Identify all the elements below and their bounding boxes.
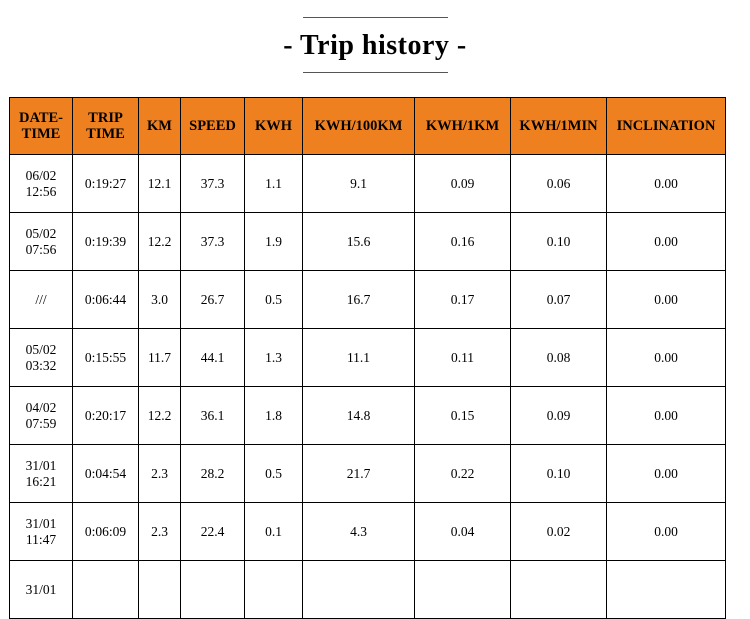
- cell-speed: 22.4: [181, 503, 245, 561]
- cell-speed: [181, 561, 245, 619]
- table-row: [10, 155, 726, 213]
- cell-date: 05/02: [25, 225, 57, 241]
- cell-inclination: 0.00: [607, 503, 726, 561]
- cell-inclination: 0.00: [607, 329, 726, 387]
- table-row: [10, 561, 726, 619]
- column-header-date-time-line2: TIME: [21, 126, 61, 143]
- cell-kwh: 0.5: [245, 271, 303, 329]
- cell-kwh-per-1min: 0.08: [511, 329, 607, 387]
- cell-inclination: 0.00: [607, 445, 726, 503]
- table-row: [10, 503, 726, 561]
- trip-history-table-wrapper: [0, 97, 750, 619]
- column-header-trip-time-line2: TIME: [86, 126, 125, 143]
- cell-speed: 37.3: [181, 213, 245, 271]
- cell-date-time: [10, 271, 73, 329]
- cell-km: 11.7: [139, 329, 181, 387]
- cell-km: 12.2: [139, 387, 181, 445]
- cell-inclination: 0.00: [607, 155, 726, 213]
- cell-date-time: [10, 445, 73, 503]
- cell-inclination: 0.00: [607, 387, 726, 445]
- cell-date: 05/02: [25, 341, 57, 357]
- cell-inclination: 0.00: [607, 271, 726, 329]
- table-row: [10, 271, 726, 329]
- cell-kwh-per-100km: [303, 561, 415, 619]
- cell-inclination: [607, 561, 726, 619]
- cell-date: ///: [35, 291, 47, 307]
- cell-kwh-per-100km: 16.7: [303, 271, 415, 329]
- cell-kwh: 0.1: [245, 503, 303, 561]
- cell-kwh: 0.5: [245, 445, 303, 503]
- column-header-kwh-per-1km: KWH/1KM: [415, 98, 511, 155]
- column-header-date-time: [10, 98, 73, 155]
- cell-kwh-per-1min: 0.09: [511, 387, 607, 445]
- column-header-kwh: KWH: [245, 98, 303, 155]
- cell-time: 07:56: [25, 241, 57, 257]
- table-body: [10, 155, 726, 619]
- cell-time: 16:21: [25, 473, 57, 489]
- cell-date-time: [10, 503, 73, 561]
- title-rule-top: [303, 17, 448, 18]
- cell-kwh-per-100km: 11.1: [303, 329, 415, 387]
- cell-km: 2.3: [139, 503, 181, 561]
- column-header-date-time-line1: DATE-: [18, 110, 64, 127]
- cell-trip-time: 0:20:17: [73, 387, 139, 445]
- cell-kwh-per-1min: [511, 561, 607, 619]
- cell-kwh-per-1min: 0.10: [511, 445, 607, 503]
- cell-km: 3.0: [139, 271, 181, 329]
- cell-trip-time: [73, 561, 139, 619]
- cell-kwh: 1.3: [245, 329, 303, 387]
- cell-kwh-per-100km: 4.3: [303, 503, 415, 561]
- cell-km: [139, 561, 181, 619]
- table-header: [10, 98, 726, 155]
- cell-kwh-per-1km: 0.22: [415, 445, 511, 503]
- cell-date-time: [10, 213, 73, 271]
- cell-kwh-per-100km: 14.8: [303, 387, 415, 445]
- column-header-kwh-per-100km: KWH/100KM: [303, 98, 415, 155]
- column-header-trip-time: [73, 98, 139, 155]
- cell-trip-time: 0:19:27: [73, 155, 139, 213]
- cell-kwh-per-1min: 0.06: [511, 155, 607, 213]
- cell-date: 04/02: [25, 399, 57, 415]
- cell-speed: 28.2: [181, 445, 245, 503]
- cell-speed: 37.3: [181, 155, 245, 213]
- table-row: [10, 387, 726, 445]
- cell-speed: 26.7: [181, 271, 245, 329]
- cell-date: 06/02: [25, 167, 57, 183]
- cell-kwh-per-1km: 0.17: [415, 271, 511, 329]
- cell-kwh-per-100km: 9.1: [303, 155, 415, 213]
- table-header-row: [10, 98, 726, 155]
- title-rule-bottom: [303, 72, 448, 73]
- cell-trip-time: 0:19:39: [73, 213, 139, 271]
- cell-trip-time: 0:06:09: [73, 503, 139, 561]
- cell-time: 11:47: [25, 531, 57, 547]
- cell-time: 03:32: [25, 357, 57, 373]
- cell-date: 31/01: [25, 581, 57, 597]
- cell-trip-time: 0:15:55: [73, 329, 139, 387]
- column-header-speed: SPEED: [181, 98, 245, 155]
- cell-speed: 44.1: [181, 329, 245, 387]
- cell-kwh: 1.9: [245, 213, 303, 271]
- cell-kwh-per-100km: 15.6: [303, 213, 415, 271]
- cell-date-time: [10, 155, 73, 213]
- title-block: [0, 0, 750, 73]
- cell-kwh: 1.1: [245, 155, 303, 213]
- cell-trip-time: 0:04:54: [73, 445, 139, 503]
- cell-kwh-per-1km: 0.09: [415, 155, 511, 213]
- page-title: - Trip history -: [283, 30, 467, 61]
- column-header-inclination: INCLINATION: [607, 98, 726, 155]
- cell-km: 12.1: [139, 155, 181, 213]
- cell-kwh-per-1km: 0.11: [415, 329, 511, 387]
- table-row: [10, 445, 726, 503]
- column-header-km: KM: [139, 98, 181, 155]
- table-row: [10, 213, 726, 271]
- trip-history-table: [9, 97, 726, 619]
- cell-kwh-per-1min: 0.10: [511, 213, 607, 271]
- cell-speed: 36.1: [181, 387, 245, 445]
- cell-km: 2.3: [139, 445, 181, 503]
- cell-kwh: [245, 561, 303, 619]
- cell-kwh-per-1km: 0.15: [415, 387, 511, 445]
- cell-date: 31/01: [25, 515, 57, 531]
- column-header-kwh-per-1min: KWH/1MIN: [511, 98, 607, 155]
- cell-date-time: [10, 561, 73, 619]
- cell-date: 31/01: [25, 457, 57, 473]
- cell-kwh-per-1km: [415, 561, 511, 619]
- cell-time: 12:56: [25, 183, 57, 199]
- cell-kwh-per-1km: 0.16: [415, 213, 511, 271]
- cell-time: 07:59: [25, 415, 57, 431]
- cell-kwh-per-1min: 0.07: [511, 271, 607, 329]
- cell-date-time: [10, 329, 73, 387]
- cell-date-time: [10, 387, 73, 445]
- cell-kwh-per-1km: 0.04: [415, 503, 511, 561]
- cell-kwh-per-100km: 21.7: [303, 445, 415, 503]
- cell-inclination: 0.00: [607, 213, 726, 271]
- column-header-trip-time-line1: TRIP: [88, 110, 123, 127]
- cell-kwh: 1.8: [245, 387, 303, 445]
- cell-trip-time: 0:06:44: [73, 271, 139, 329]
- table-row: [10, 329, 726, 387]
- cell-kwh-per-1min: 0.02: [511, 503, 607, 561]
- cell-km: 12.2: [139, 213, 181, 271]
